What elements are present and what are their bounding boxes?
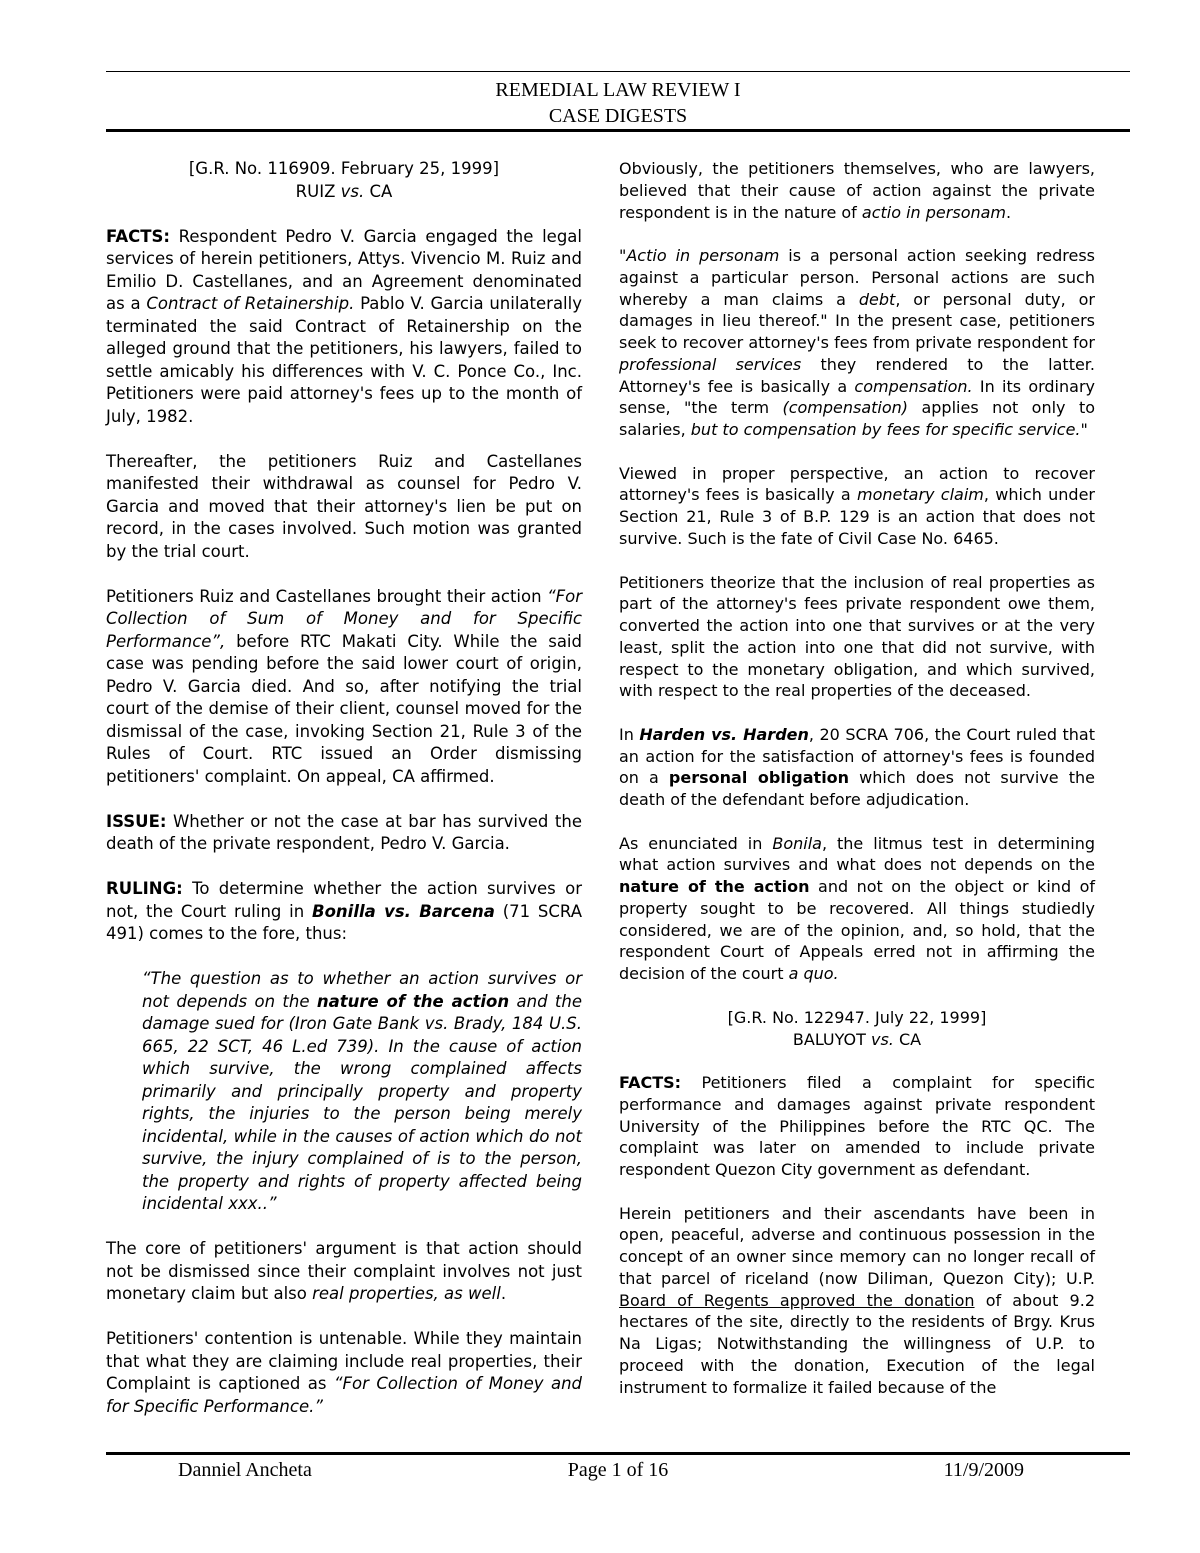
header-top-rule (106, 71, 1130, 72)
case-citation: [G.R. No. 122947. July 22, 1999] (727, 1007, 987, 1027)
case-title: BALUYOT vs. CA (792, 1029, 922, 1049)
footer-rule (106, 1452, 1130, 1455)
case-citation: [G.R. No. 116909. February 25, 1999] (188, 159, 500, 178)
case-heading-ruiz (106, 158, 582, 203)
case-heading-baluyot (619, 1007, 1095, 1051)
body-paragraph: In Harden vs. Harden, 20 SCRA 706, the Court ruled that an action for the satisfaction of attorney's fees is founded on a personal obligation which does not survive the death of the defendant before adjudication. (619, 724, 1096, 810)
header-title: REMEDIAL LAW REVIEW I (495, 79, 741, 101)
facts-label: FACTS: (106, 226, 170, 246)
left-column (106, 158, 582, 1441)
right-column (619, 158, 1095, 1420)
body-paragraph: Herein petitioners and their ascendants have been in open, peaceful, adverse and continuous possession in the concept of an owner since memory can no longer recall of that parcel of riceland (now Diliman, Quezon City); U.P. Board of Regents approved the donation of about 9.2 hectares of the site, directly to the residents of Brgy. Krus Na Ligas; Notwithstanding the willingness of U.P. to proceed with the donation, Execution of the legal instrument to formalize it failed because of the (619, 1203, 1095, 1397)
body-paragraph: Thereafter, the petitioners Ruiz and Castellanes manifested their withdrawal as counsel for Pedro V. Garcia and moved that their attorney's lien be put on record, in the cases involved. Such motion was granted by the trial court. (106, 451, 582, 561)
facts-paragraph: FACTS: Respondent Pedro V. Garcia engaged the legal services of herein petitioners, Attys. Vivencio M. Ruiz and Emilio D. Castellanes, and an Agreement denominated as a Contract of Retainership. Pablo V. Garcia unilaterally terminated the said Contract of Retainership on the alleged ground that the petitioners, his lawyers, failed to settle amicably his differences with V. C. Ponce Co., Inc. Petitioners were paid attorney's fees up to the month of July, 1982. (106, 226, 582, 426)
footer-page-number: Page 1 of 16 (567, 1459, 669, 1481)
body-paragraph: Petitioners Ruiz and Castellanes brought their action “For Collection of Sum of Money and for Specific Performance”, before RTC Makati City. While the said case was pending before the said lower court of origin, Pedro V. Garcia died. And so, after notifying the trial court of the demise of their client, counsel moved for the dismissal of the case, invoking Section 21, Rule 3 of the Rules of Court. RTC issued an Order dismissing petitioners' complaint. On appeal, CA affirmed. (106, 586, 582, 786)
body-paragraph: As enunciated in Bonila, the litmus test in determining what action survives and what does not depends on the nature of the action and not on the object or kind of property sought to be recovered. All things studiedly considered, we are of the opinion, and, so hold, that the respondent Court of Appeals erred not in affirming the decision of the court a quo. (619, 833, 1096, 984)
ruling-paragraph: RULING: To determine whether the action survives or not, the Court ruling in Bonilla vs. Barcena (71 SCRA 491) comes to the fore, thus: (106, 879, 582, 943)
header-subtitle: CASE DIGESTS (548, 105, 688, 127)
body-paragraph: "Actio in personam is a personal action seeking redress against a particular person. Personal actions are such whereby a man claims a debt, or personal duty, or damages in lieu thereof." In the present case, petitioners seek to recover attorney's fees from private respondent for professional services they rendered to the latter. Attorney's fee is basically a compensation. In its ordinary sense, "the term (compensation) applies not only to salaries, but to compensation by fees for specific service." (619, 246, 1095, 440)
footer-date: 11/9/2009 (943, 1459, 1024, 1481)
facts-paragraph: FACTS: Petitioners filed a complaint for specific performance and damages against private respondent University of the Philippines before the RTC QC. The complaint was later on amended to include private respondent Quezon City government as defendant. (619, 1073, 1095, 1180)
body-paragraph: Petitioners' contention is untenable. While they maintain that what they are claiming include real properties, their Complaint is captioned as “For Collection of Money and for Specific Performance.” (106, 1329, 582, 1416)
header-bottom-rule (106, 129, 1130, 132)
body-paragraph: Viewed in proper perspective, an action to recover attorney's fees is basically a monetary claim, which under Section 21, Rule 3 of B.P. 129 is an action that does not survive. Such is the fate of Civil Case No. 6465. (619, 463, 1096, 548)
body-paragraph: The core of petitioners' argument is that action should not be dismissed since their complaint involves not just monetary claim but also real properties, as well. (106, 1239, 582, 1303)
footer (106, 1457, 1130, 1483)
facts-label: FACTS: (619, 1073, 682, 1093)
body-paragraph: Petitioners theorize that the inclusion of real properties as part of the attorney's fees private respondent owe them, converted the action into one that survives or at the very least, split the action into one that did not survive, with respect to the monetary obligation, and which survived, with respect to the real properties of the deceased. (619, 572, 1095, 701)
block-quote: “The question as to whether an action survives or not depends on the nature of the action and the damage sued for (Iron Gate Bank vs. Brady, 184 U.S. 665, 22 SCT, 46 L.ed 739). In the cause of action which survive, the wrong complained affects primarily and principally property and property rights, the injuries to the person being merely incidental, while in the causes of action which do not survive, the injury complained of is to the person, the property and rights of property affected being incidental xxx..” (142, 969, 582, 1213)
body-paragraph: Obviously, the petitioners themselves, who are lawyers, believed that their cause of action against the private respondent is in the nature of actio in personam. (619, 159, 1095, 222)
footer-author: Danniel Ancheta (178, 1459, 312, 1481)
case-title: RUIZ vs. CA (295, 181, 393, 201)
issue-label: ISSUE: (106, 811, 167, 831)
issue-paragraph: ISSUE: Whether or not the case at bar has survived the death of the private respondent, Pedro V. Garcia. (106, 811, 582, 853)
ruling-label: RULING: (106, 879, 183, 898)
